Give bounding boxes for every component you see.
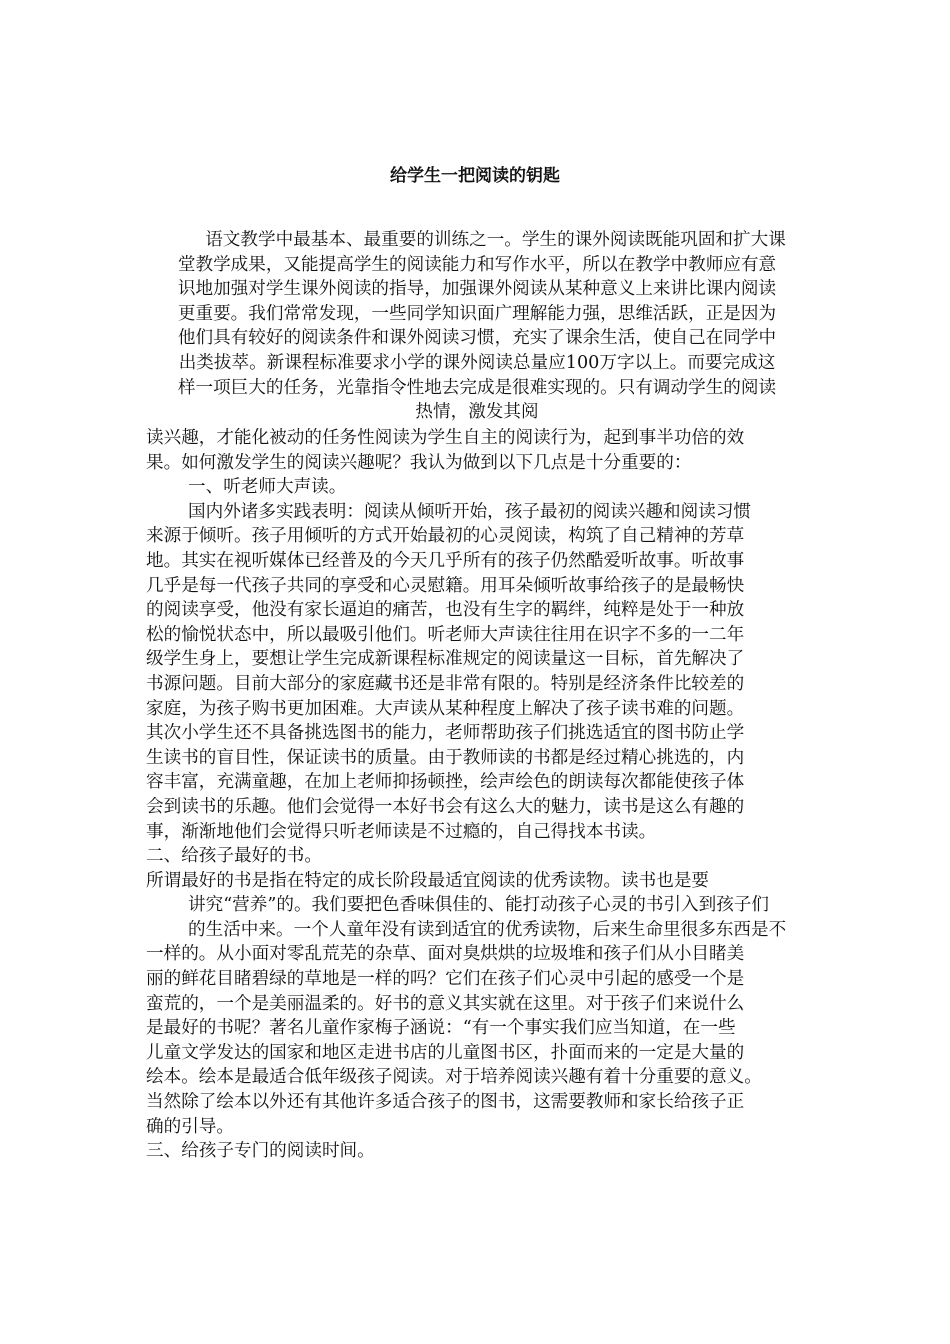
text-line: 更重要。我们常常发现，一些同学知识面广理解能力强，思维活跃，正是因为 (177, 303, 777, 324)
text-line: 书源问题。目前大部分的家庭藏书还是非常有限的。特别是经济条件比较差的 (146, 673, 745, 694)
text-line: 儿童文学发达的国家和地区走进书店的儿童图书区，扑面而来的一定是大量的 (146, 1042, 745, 1063)
text-line: 所谓最好的书是指在特定的成长阶段最适宜阅读的优秀读物。读书也是要 (146, 870, 710, 891)
text-line: 出类拔萃。新课程标准要求小学的课外阅读总量应100万字以上。而要完成这 (178, 352, 776, 373)
text-line: 松的愉悦状态中，所以最吸引他们。听老师大声读往往用在识字不多的一二年 (146, 624, 745, 645)
text-line: 来源于倾听。孩子用倾听的方式开始最初的心灵阅读，构筑了自己精神的芳草 (146, 526, 745, 547)
text-line: 样一项巨大的任务，光靠指令性地去完成是很难实现的。只有调动学生的阅读 (177, 377, 777, 398)
text-line: 当然除了绘本以外还有其他许多适合孩子的图书，这需要教师和家长给孩子正 (146, 1092, 745, 1113)
text-line: 几乎是每一代孩子共同的享受和心灵慰籍。用耳朵倾听故事给孩子的是最畅快 (146, 575, 745, 596)
text-line: 识地加强对学生课外阅读的指导，加强课外阅读从某种意义上来讲比课内阅读 (177, 279, 777, 300)
text-line: 其次小学生还不具备挑选图书的能力，老师帮助孩子们挑选适宜的图书防止学 (146, 723, 745, 744)
text-line: 的阅读享受，他没有家长逼迫的痛苦，也没有生字的羁绊，纯粹是处于一种放 (146, 600, 745, 621)
text-line: 会到读书的乐趣。他们会觉得一本好书会有这么大的魅力，读书是这么有趣的 (146, 796, 745, 817)
section-heading-1: 一、听老师大声读。 (188, 477, 347, 498)
text-line: 容丰富，充满童趣，在加上老师抑扬顿挫，绘声绘色的朗读每次都能使孩子体 (146, 772, 745, 793)
text-line: 一样的。从小面对零乱荒芜的杂草、面对臭烘烘的垃圾堆和孩子们从小目睹美 (146, 944, 745, 965)
text-line: 丽的鲜花目睹碧绿的草地是一样的吗？它们在孩子们心灵中引起的感受一个是 (146, 969, 745, 990)
text-line: 蛮荒的，一个是美丽温柔的。好书的意义其实就在这里。对于孩子们来说什么 (146, 993, 745, 1014)
text-line: 是最好的书呢？著名儿童作家梅子涵说：“有一个事实我们应当知道，在一些 (146, 1018, 736, 1039)
text-line: 读兴趣，才能化被动的任务性阅读为学生自主的阅读行为，起到事半功倍的效 (146, 428, 745, 448)
text-line: 事，渐渐地他们会觉得只听老师读是不过瘾的，自己得找本书读。 (146, 821, 657, 842)
text-line: 二、给孩子最好的书。 (146, 846, 322, 867)
intro-paragraph (146, 228, 808, 425)
body-text (146, 426, 811, 1164)
text-line: 语文教学中最基本、最重要的训练之一。学生的课外阅读既能巩固和扩大课 (205, 230, 786, 250)
text-line: 热情，激发其阅 (415, 402, 539, 423)
text-line: 绘本。绘本是最适合低年级孩子阅读。对于培养阅读兴趣有着十分重要的意义。 (146, 1067, 762, 1088)
text-line: 国内外诸多实践表明：阅读从倾听开始，孩子最初的阅读兴趣和阅读习惯 (188, 501, 752, 522)
text-line: 地。其实在视听媒体已经普及的今天几乎所有的孩子仍然酷爱听故事。听故事 (146, 550, 745, 571)
document-title: 给学生一把阅读的钥匙 (390, 166, 560, 186)
text-line: 三、给孩子专门的阅读时间。 (146, 1141, 375, 1162)
text-line: 家庭，为孩子购书更加困难。大声读从某种程度上解决了孩子读书难的问题。 (146, 698, 745, 719)
text-line: 生读书的盲目性，保证读书的质量。由于教师读的书都是经过精心挑选的，内 (146, 747, 745, 768)
section-heading-2: 讲究“营养”的。我们要把色香味俱佳的、能打动孩子心灵的书引入到孩子们 (188, 895, 769, 916)
text-line: 的生活中来。一个人童年没有读到适宜的优秀读物，后来生命里很多东西是不 (188, 919, 787, 940)
text-line: 果。如何激发学生的阅读兴趣呢？我认为做到以下几点是十分重要的： (146, 452, 692, 473)
text-line: 确的引导。 (146, 1116, 234, 1137)
text-line: 级学生身上，要想让学生完成新课程标准规定的阅读量这一目标，首先解决了 (146, 649, 745, 670)
text-line: 他们具有较好的阅读条件和课外阅读习惯，充实了课余生活，使自己在同学中 (177, 328, 777, 349)
text-line: 堂教学成果，又能提高学生的阅读能力和写作水平，所以在教学中教师应有意 (177, 254, 777, 275)
